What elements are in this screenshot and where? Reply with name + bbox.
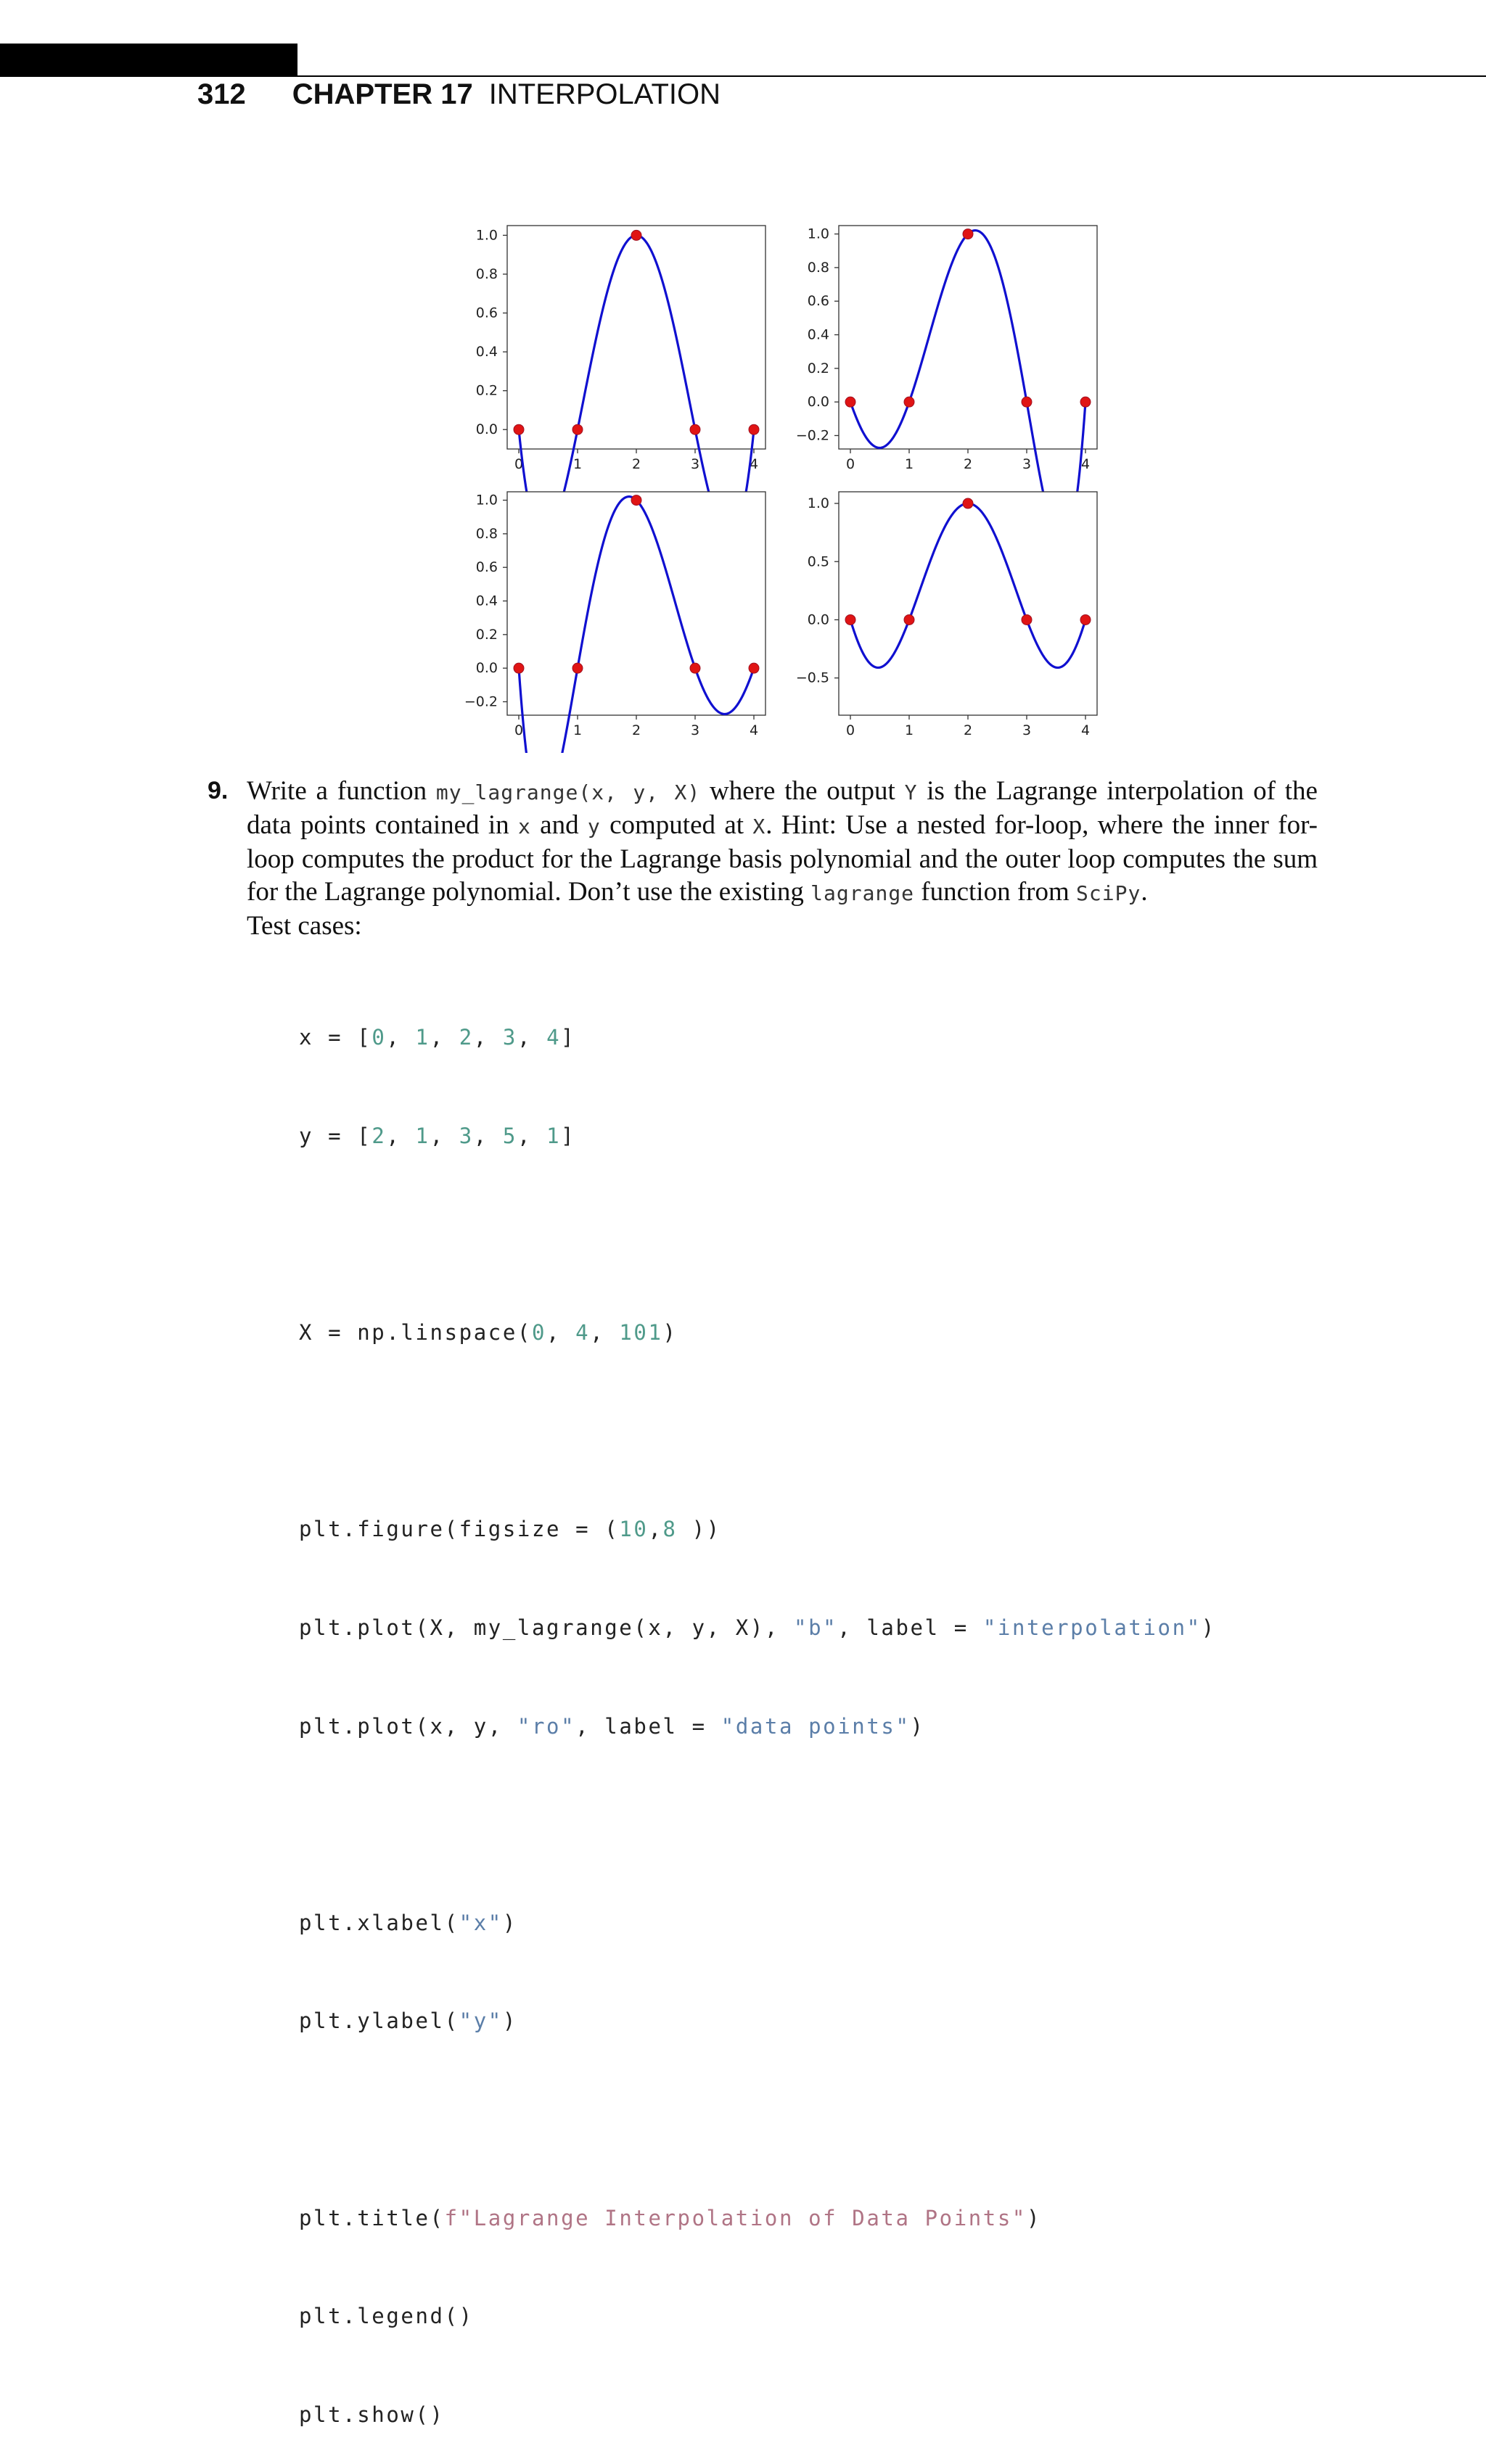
code-token: ) (1027, 2205, 1042, 2230)
code-line (299, 1219, 1216, 1251)
header-bar (0, 44, 297, 77)
code-token-num: 101 (619, 1320, 663, 1346)
code-line (299, 1120, 1216, 1153)
code-token-str: "x" (459, 1910, 503, 1935)
x-tick-label: 3 (690, 722, 700, 738)
data-point (1022, 614, 1032, 625)
data-point (631, 495, 641, 506)
code-token: , (473, 1025, 503, 1050)
y-tick-label: 1.0 (807, 495, 829, 512)
text-run: and (530, 810, 588, 840)
code-token: , (430, 1025, 459, 1050)
y-tick-label: −0.2 (795, 427, 829, 444)
code-token: , (386, 1124, 416, 1148)
x-tick-label: 4 (1080, 722, 1091, 738)
y-tick-label: 0.6 (807, 293, 829, 310)
data-point (1022, 397, 1032, 407)
data-point (690, 424, 700, 434)
code-token-num: 3 (502, 1025, 517, 1050)
x-tick-label: 0 (845, 456, 855, 472)
x-tick-label: 1 (904, 722, 914, 738)
code-token-str: "b" (794, 1615, 838, 1640)
chapter-title: INTERPOLATION (488, 78, 721, 110)
code-token-num: 2 (459, 1025, 474, 1050)
x-tick-label: 0 (845, 722, 855, 738)
y-tick-label: 0.0 (475, 660, 498, 677)
inline-code: Y (904, 780, 918, 804)
exercise-text (247, 775, 1318, 942)
plot-frame-3 (507, 492, 765, 715)
text-run: computed at (600, 810, 753, 840)
code-token-num: 4 (575, 1320, 591, 1346)
data-point (631, 230, 641, 240)
x-tick-label: 4 (749, 456, 759, 472)
code-token: x = [ (299, 1025, 372, 1050)
y-tick-label: 1.0 (475, 492, 498, 508)
code-token: plt.title( (299, 2205, 445, 2230)
text-run: Write a function (247, 776, 436, 806)
code-token: , (517, 1124, 547, 1148)
text-run: function from (914, 877, 1077, 907)
code-token: plt.plot(X, my_lagrange(x, y, X), (299, 1615, 795, 1640)
data-point (1080, 397, 1091, 407)
x-tick-label: 1 (572, 456, 583, 472)
code-token: plt.plot(x, y, (299, 1713, 517, 1739)
y-tick-label: 1.0 (807, 226, 829, 242)
data-point (904, 397, 914, 407)
code-token: , (430, 1124, 459, 1148)
code-token: ) (910, 1713, 925, 1739)
running-header (197, 78, 721, 122)
code-token: ) (1201, 1615, 1216, 1640)
code-token-num: 3 (459, 1124, 474, 1148)
y-tick-label: 0.8 (807, 259, 829, 276)
code-line (299, 1415, 1216, 1448)
data-point (904, 614, 914, 625)
y-tick-label: 0.4 (475, 593, 498, 609)
y-tick-label: 0.4 (475, 344, 498, 360)
text-run: is the Lagrange interpolation of the data points contained in (247, 776, 1318, 840)
x-tick-label: 2 (631, 722, 641, 738)
code-token-num: 4 (546, 1025, 562, 1050)
lagrange-basis-figure (435, 216, 1125, 753)
code-token: , (517, 1025, 547, 1050)
code-token-num: 2 (372, 1124, 387, 1148)
code-token-num: 1 (415, 1124, 430, 1148)
code-token: y = [ (299, 1124, 372, 1148)
code-token: plt.figure(figsize = ( (299, 1517, 620, 1542)
y-tick-label: 0.2 (807, 360, 829, 376)
inline-code: SciPy (1076, 881, 1141, 905)
code-token-num: 1 (546, 1124, 562, 1148)
code-line (299, 2202, 1216, 2235)
chapter-label: CHAPTER 17 (292, 78, 473, 110)
y-tick-label: 0.4 (807, 326, 829, 343)
code-token: , (648, 1517, 663, 1542)
code-line (299, 2399, 1216, 2431)
y-tick-label: 0.8 (475, 265, 498, 282)
x-tick-label: 1 (904, 456, 914, 472)
code-token: plt.ylabel( (299, 2008, 459, 2034)
data-point (514, 663, 524, 673)
y-tick-label: 0.2 (475, 626, 498, 643)
data-point (845, 614, 855, 625)
y-tick-label: 0.0 (807, 611, 829, 628)
x-tick-label: 3 (1022, 722, 1032, 738)
header-rule (0, 75, 1486, 77)
code-token: , (546, 1320, 576, 1346)
code-token: , (386, 1025, 416, 1050)
x-tick-label: 0 (514, 456, 524, 472)
code-line (299, 1513, 1216, 1546)
exercise-9 (208, 775, 1318, 942)
code-token: ] (561, 1025, 576, 1050)
code-token: )) (677, 1517, 721, 1542)
code-line (299, 1907, 1216, 1940)
code-token-str: "y" (459, 2008, 503, 2034)
x-tick-label: 4 (1080, 456, 1091, 472)
code-line (299, 2005, 1216, 2037)
text-run: where the output (700, 776, 905, 806)
x-tick-label: 4 (749, 722, 759, 738)
code-token-str: "data points" (721, 1713, 911, 1739)
data-point (572, 424, 583, 434)
code-token-num: 10 (619, 1517, 649, 1542)
code-token: X = np.linspace( (299, 1320, 532, 1346)
code-line (299, 1612, 1216, 1644)
data-point (845, 397, 855, 407)
code-token: ] (561, 1124, 576, 1148)
code-token: plt.show() (299, 2402, 445, 2427)
text-run: . (1141, 877, 1148, 907)
y-tick-label: 1.0 (475, 227, 498, 244)
y-tick-label: 0.0 (807, 394, 829, 411)
code-line (299, 2104, 1216, 2136)
y-tick-label: 0.6 (475, 305, 498, 321)
inline-code: y (587, 815, 601, 838)
data-point (963, 229, 973, 239)
code-token: , label = (575, 1713, 721, 1739)
code-line (299, 1021, 1216, 1054)
code-token: plt.xlabel( (299, 1910, 459, 1935)
code-token: plt.legend() (299, 2304, 474, 2329)
x-tick-label: 2 (963, 722, 973, 738)
inline-code: my_lagrange(x, y, X) (435, 780, 701, 804)
inline-code: lagrange (810, 881, 915, 905)
code-token-num: 0 (531, 1320, 547, 1346)
code-token-num: 8 (662, 1517, 678, 1542)
plot-frame-2 (839, 226, 1097, 449)
code-line (299, 1710, 1216, 1743)
y-tick-label: 0.8 (475, 525, 498, 542)
code-line (299, 1317, 1216, 1349)
y-tick-label: −0.5 (795, 669, 829, 686)
code-token-str: "interpolation" (982, 1615, 1202, 1640)
x-tick-label: 1 (572, 722, 583, 738)
data-point (514, 424, 524, 434)
code-block (299, 956, 1216, 2464)
code-token-num: 1 (415, 1025, 430, 1050)
y-tick-label: 0.2 (475, 382, 498, 399)
code-token-fstr: f"Lagrange Interpolation of Data Points" (444, 2205, 1027, 2230)
test-cases-label: Test cases: (247, 911, 362, 941)
inline-code: X (752, 815, 766, 838)
plot-frame-1 (507, 226, 765, 449)
y-tick-label: −0.2 (464, 693, 498, 710)
code-line (299, 1808, 1216, 1841)
figure-canvas (435, 216, 1125, 753)
code-token-num: 0 (372, 1025, 387, 1050)
x-tick-label: 3 (1022, 456, 1032, 472)
code-token-num: 5 (502, 1124, 517, 1148)
y-tick-label: 0.6 (475, 559, 498, 576)
data-point (690, 663, 700, 673)
page-number: 312 (197, 78, 246, 110)
x-tick-label: 0 (514, 722, 524, 738)
code-token-str: "ro" (517, 1713, 576, 1739)
code-token: ) (502, 1910, 517, 1935)
x-tick-label: 2 (631, 456, 641, 472)
data-point (749, 663, 759, 673)
code-token: ) (502, 2008, 517, 2034)
data-point (749, 424, 759, 434)
inline-code: x (517, 815, 531, 838)
code-token: , label = (837, 1615, 983, 1640)
text-run: . Hint: Use a nested for-loop, where the inner for-loop computes the product for the Lagrange basis polynomial and the outer loop computes the sum for the Lagrange polynomial. Don’t use the existing (247, 810, 1318, 907)
exercise-number: 9. (208, 777, 229, 804)
code-token: , (590, 1320, 620, 1346)
plot-frame-4 (839, 492, 1097, 715)
x-tick-label: 2 (963, 456, 973, 472)
y-tick-label: 0.0 (475, 421, 498, 438)
code-token: , (473, 1124, 503, 1148)
code-token: ) (662, 1320, 678, 1346)
data-point (1080, 614, 1091, 625)
code-line (299, 2300, 1216, 2333)
y-tick-label: 0.5 (807, 553, 829, 570)
x-tick-label: 3 (690, 456, 700, 472)
data-point (963, 498, 973, 508)
data-point (572, 663, 583, 673)
